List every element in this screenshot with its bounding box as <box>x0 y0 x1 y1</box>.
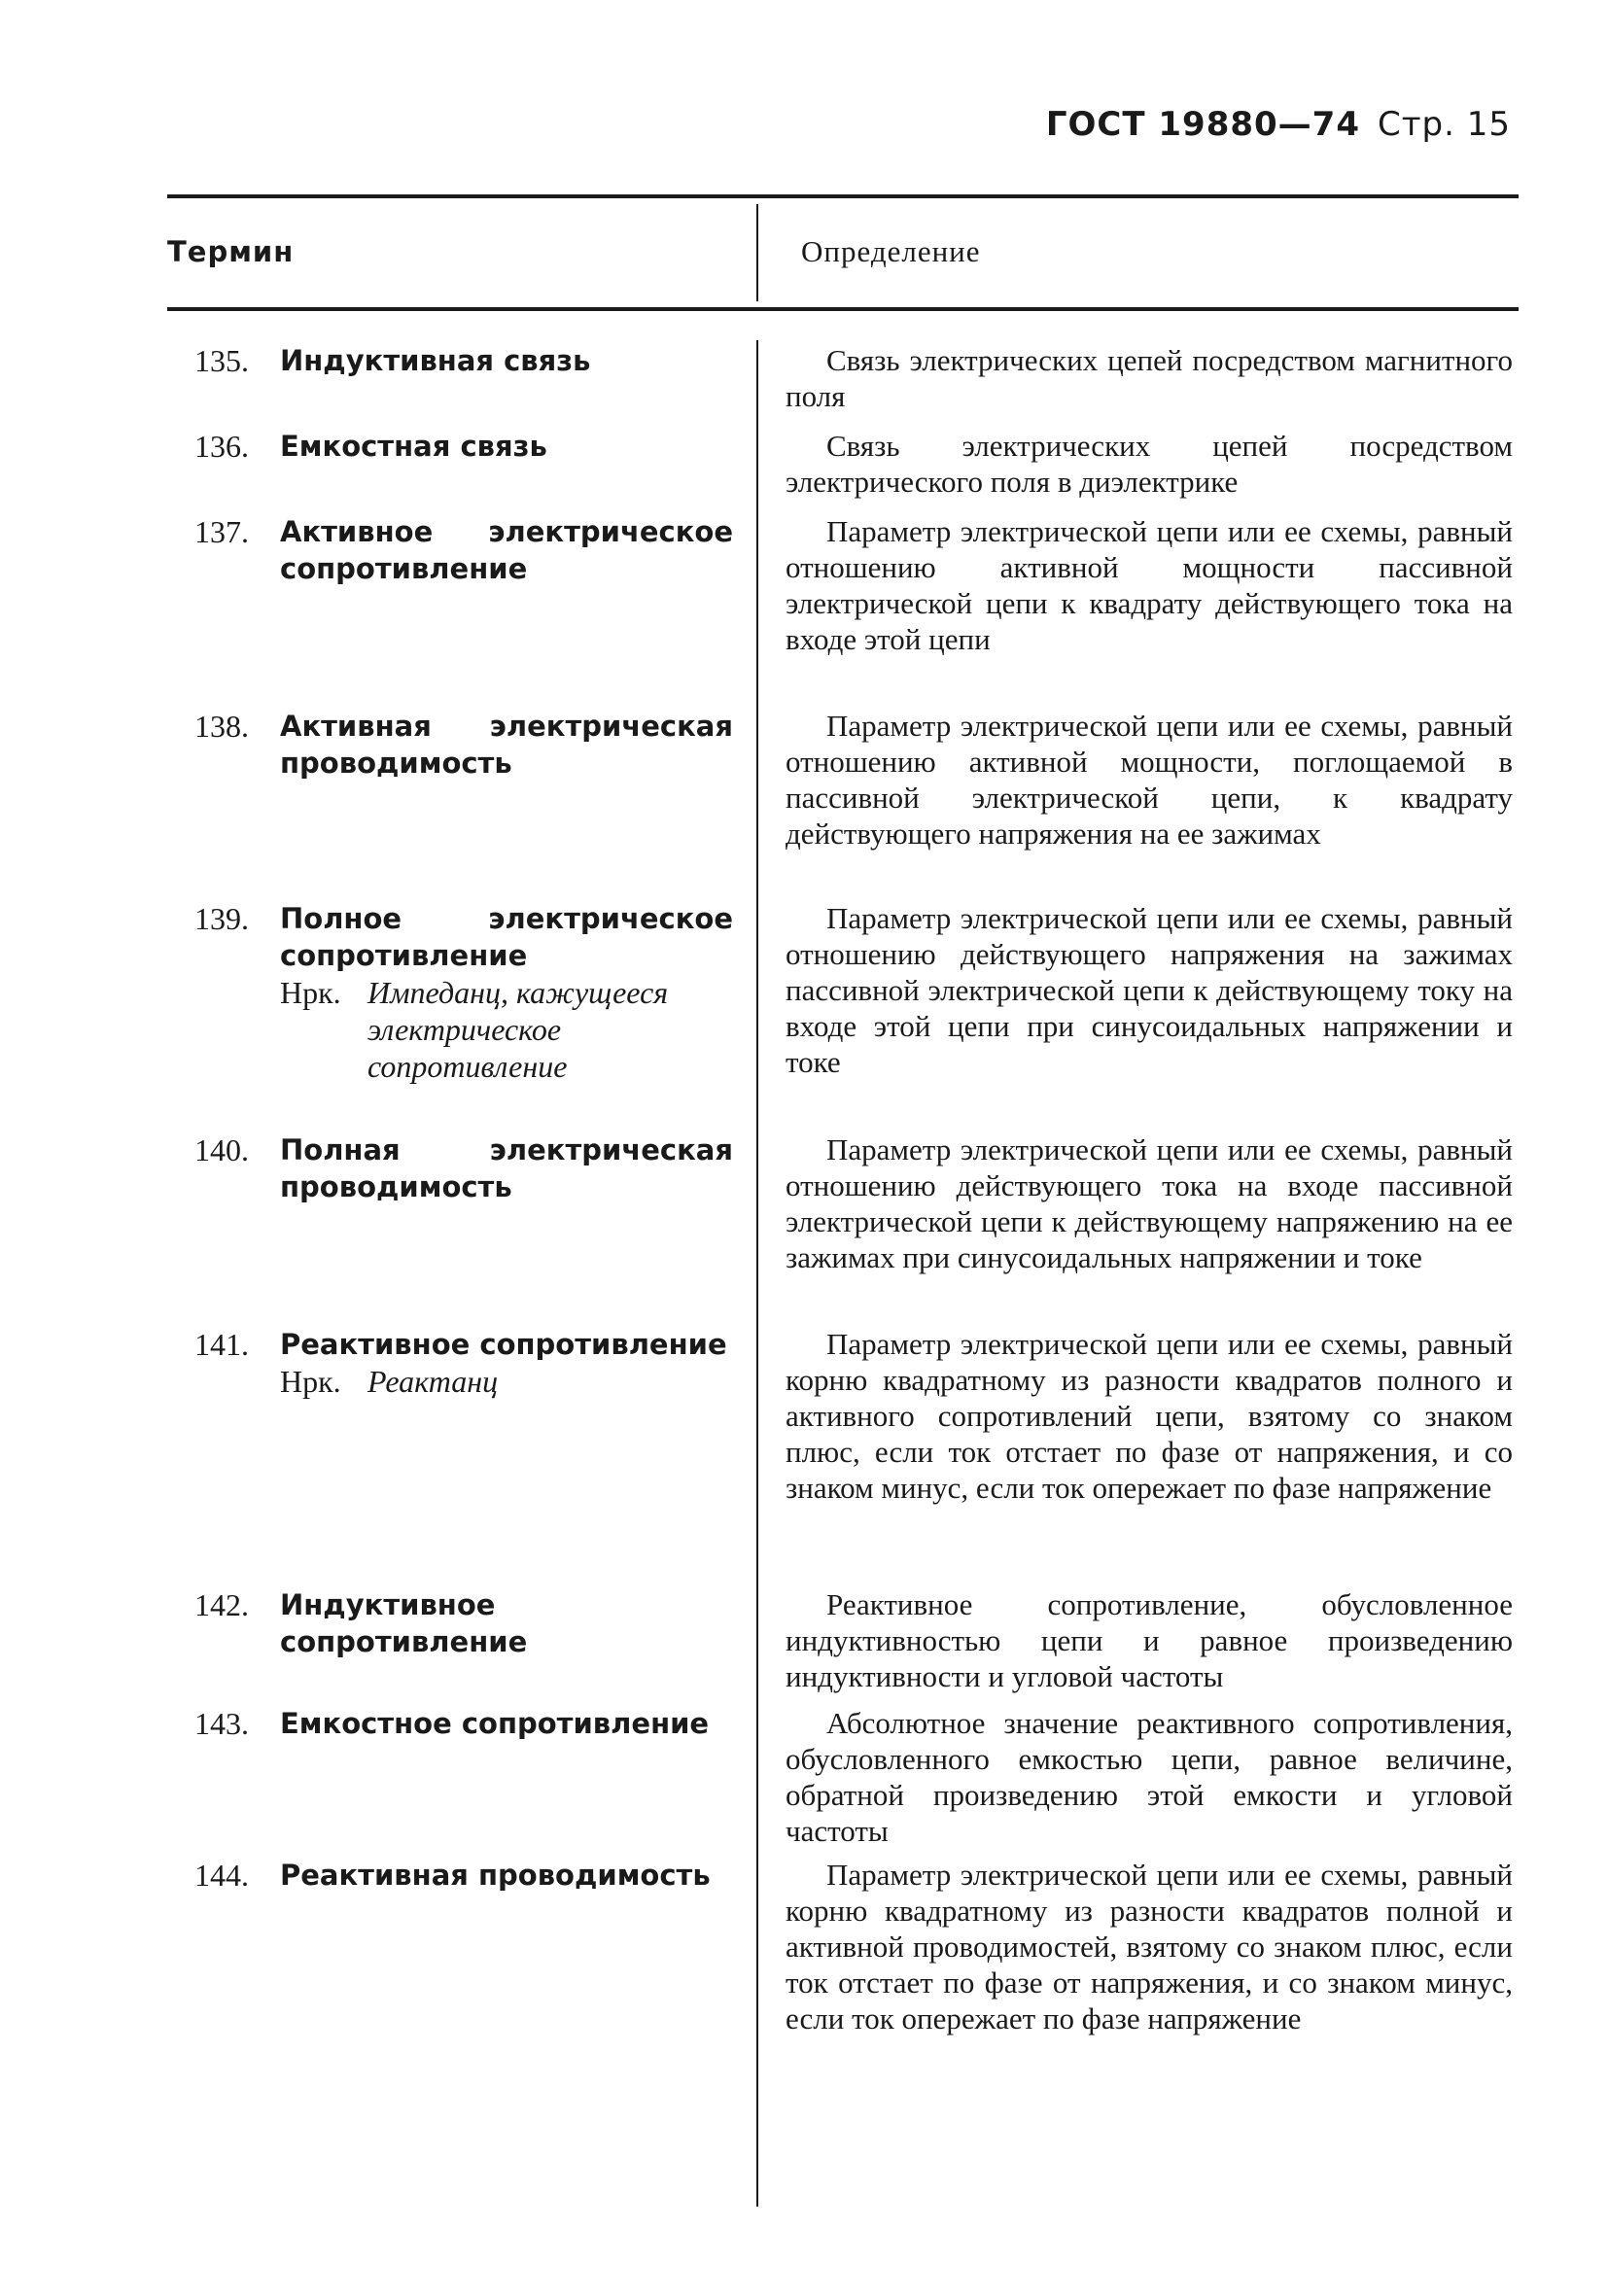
entry-number: 142. <box>194 1587 249 1622</box>
standard-number: ГОСТ 19880—74 <box>1045 105 1360 144</box>
entry-number: 136. <box>194 429 249 464</box>
entry-definition: Связь электрических цепей посредством электрического поля в диэлектрике <box>786 429 1513 499</box>
entry-term: Емкостное сопротивление <box>280 1707 710 1740</box>
entry-term: Полная электрическая проводимость <box>280 1133 733 1203</box>
entry-term: Активная электрическая проводимость <box>280 710 733 780</box>
synonym-label: Нрк. <box>280 975 341 1010</box>
entry-number: 135. <box>194 343 249 378</box>
entry-number: 137. <box>194 514 249 549</box>
entry-number: 140. <box>194 1132 249 1167</box>
entry-definition: Абсолютное значение реактивного сопротивления, обусловленного емкостью цепи, равное величине, обратной произведению этой емкости и угловой частоты <box>786 1706 1513 1848</box>
entry-term: Емкостная связь <box>280 430 547 463</box>
entry-definition: Параметр электрической цепи или ее схемы, равный отношению активной мощности, поглощаемой в пассивной электрической цепи, к квадрату действующего напряжения на ее зажимах <box>786 709 1513 851</box>
column-header-term: Термин <box>167 235 295 268</box>
entry-term: Реактивное сопротивление <box>280 1328 727 1361</box>
synonym-text: Импеданц, кажущееся электрическое сопротивление <box>367 975 669 1084</box>
table-header-rule <box>167 307 1519 311</box>
page-header <box>1046 105 1511 144</box>
entry-definition: Параметр электрической цепи или ее схемы, равный корню квадратному из разности квадратов полной и активной проводимостей, взятому со знаком плюс, если ток отстает по фазе от напряжения, и со знаком минус, если ток опережает по фазе напряжение <box>786 1858 1513 2035</box>
entry-definition: Реактивное сопротивление, обусловленное индуктивностью цепи и равное произведению индуктивности и угловой частоты <box>786 1587 1513 1693</box>
entry-term: Полное электрическое сопротивление <box>280 902 733 972</box>
entry-definition: Связь электрических цепей посредством магнитного поля <box>786 343 1513 413</box>
entry-definition: Параметр электрической цепи или ее схемы, равный корню квадратному из разности квадратов полного и активного сопротивлений цепи, взятому со знаком плюс, если ток отстает по фазе от напряжения, и со знаком минус, если ток опережает по фазе напряжение <box>786 1327 1513 1505</box>
entry-number: 144. <box>194 1858 249 1893</box>
entry-number: 139. <box>194 901 249 936</box>
entry-number: 143. <box>194 1706 249 1741</box>
synonym-text: Реактанц <box>367 1364 499 1399</box>
entry-term: Индуктивная связь <box>280 344 591 377</box>
entry-term: Реактивная проводимость <box>280 1859 711 1892</box>
header-column-divider <box>756 204 758 301</box>
entry-term: Индуктивное сопротивление <box>280 1588 528 1658</box>
entry-synonyms <box>280 1363 737 1400</box>
entry-number: 141. <box>194 1327 249 1362</box>
entry-number: 138. <box>194 709 249 744</box>
table-top-rule <box>167 194 1519 198</box>
page-number: Стр. 15 <box>1377 105 1511 144</box>
entry-definition: Параметр электрической цепи или ее схемы, равный отношению действующего напряжения на зажимах пассивной электрической цепи к действующему току на входе этой цепи при синусоидальных напряжении и токе <box>786 901 1513 1079</box>
entry-definition: Параметр электрической цепи или ее схемы, равный отношению действующего тока на входе пассивной электрической цепи к действующему напряжению на ее зажимах при синусоидальных напряжении и токе <box>786 1132 1513 1274</box>
body-column-divider <box>756 340 758 2207</box>
entry-term: Активное электрическое сопротивление <box>280 515 733 585</box>
column-header-definition: Определение <box>801 234 981 268</box>
entry-synonyms <box>280 974 737 1085</box>
entry-definition: Параметр электрической цепи или ее схемы, равный отношению активной мощности пассивной электрической цепи к квадрату действующего тока на входе этой цепи <box>786 514 1513 656</box>
synonym-label: Нрк. <box>280 1364 341 1399</box>
